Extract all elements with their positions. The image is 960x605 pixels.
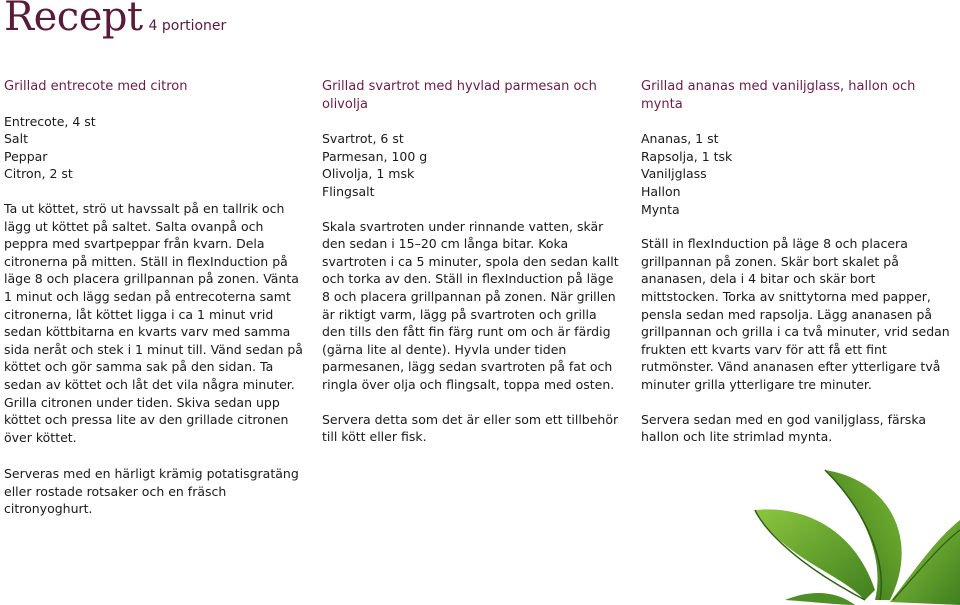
portions-label: 4 portioner xyxy=(148,18,227,34)
ingredient-item: Entrecote, 4 st xyxy=(4,113,96,129)
ingredient-item: Citron, 2 st xyxy=(4,166,73,182)
recipe-title: Grillad svartrot med hyvlad parmesan och olivolja xyxy=(322,79,597,112)
ingredient-item: Salt xyxy=(4,131,28,147)
recipe-svartrot xyxy=(322,78,622,463)
ingredient-item: Parmesan, 100 g xyxy=(322,148,428,164)
recipe-ananas xyxy=(641,78,951,463)
ingredient-item: Flingsalt xyxy=(322,183,375,199)
serving-note: Servera detta som det är eller som ett tillbehör till kött eller fisk. xyxy=(322,411,619,445)
recipe-method: Ta ut köttet, strö ut havssalt på en tallrik och lägg ut köttet på saltet. Salta ovanpå och peppra med svartpeppar från kvarn. Dela citronerna på mitten. Ställ in flexInduction på läge 8 och placera grillpannan på zonen. Vänta 1 minut och lägg sedan på entrecoterna samt citronerna, låt köttet ligga i ca 1 minut vrid sedan köttbitarna en kvarts varv med samma sida neråt och stek i 1 minut till. Vänd sedan på köttet och gör samma sak på den sidan. Ta sedan av köttet och låt det vila några minuter. Grilla citronen under tiden. Skiva sedan upp köttet och pressa lite av den grillade citronen över köttet. xyxy=(4,200,303,445)
recipe-title: Grillad entrecote med citron xyxy=(4,79,188,94)
recipe-method: Ställ in flexInduction på läge 8 och placera grillpannan på zonen. Skär bort skalet på ananasen, dela i 4 bitar och skär bort mittstocken. Torka av snittytorna med papper, pensla sedan med rapsolja. Lägg ananasen på grillpannan och grilla i ca två minuter, vrid sedan frukten ett kvarts varv för att få ett fint rutmönster. Vänd ananasen efter ytterligare två minuter grilla ytterligare tre minuter. xyxy=(641,236,950,392)
ingredient-list xyxy=(322,130,622,200)
page-header xyxy=(4,0,226,44)
ingredient-list xyxy=(641,130,951,218)
ingredient-list xyxy=(4,113,304,183)
page-title: Recept xyxy=(4,0,143,40)
serving-note: Serveras med en härligt krämig potatisgratäng eller rostade rotsaker och en fräsch citronyoghurt. xyxy=(4,466,299,517)
ingredient-item: Olivolja, 1 msk xyxy=(322,166,415,182)
ingredient-item: Peppar xyxy=(4,148,48,164)
serving-note: Servera sedan med en god vaniljglass, färska hallon och lite strimlad mynta. xyxy=(641,411,926,445)
recipe-entrecote xyxy=(4,78,304,463)
recipe-method: Skala svartroten under rinnande vatten, skär den sedan i 15–20 cm långa bitar. Koka svartroten i ca 5 minuter, spola den sedan kallt och torka av den. Ställ in flexInduction på läge 8 och placera grillpannan på zonen. När grillen är riktigt varm, lägg på svartroten och grilla den tills den fått fin färg runt om och är färdig (gärna lite al dente). Hyvla under tiden parmesanen, lägg sedan svartroten på fat och ringla över olja och flingsalt, toppa med osten. xyxy=(322,218,619,392)
mint-leaves-icon xyxy=(715,450,960,605)
ingredient-item: Rapsolja, 1 tsk xyxy=(641,148,733,164)
ingredient-item: Vaniljglass xyxy=(641,166,707,182)
ingredient-item: Hallon xyxy=(641,183,681,199)
ingredient-item: Svartrot, 6 st xyxy=(322,131,404,147)
ingredient-item: Ananas, 1 st xyxy=(641,131,719,147)
recipe-title: Grillad ananas med vaniljglass, hallon och mynta xyxy=(641,79,916,112)
ingredient-item: Mynta xyxy=(641,201,680,217)
